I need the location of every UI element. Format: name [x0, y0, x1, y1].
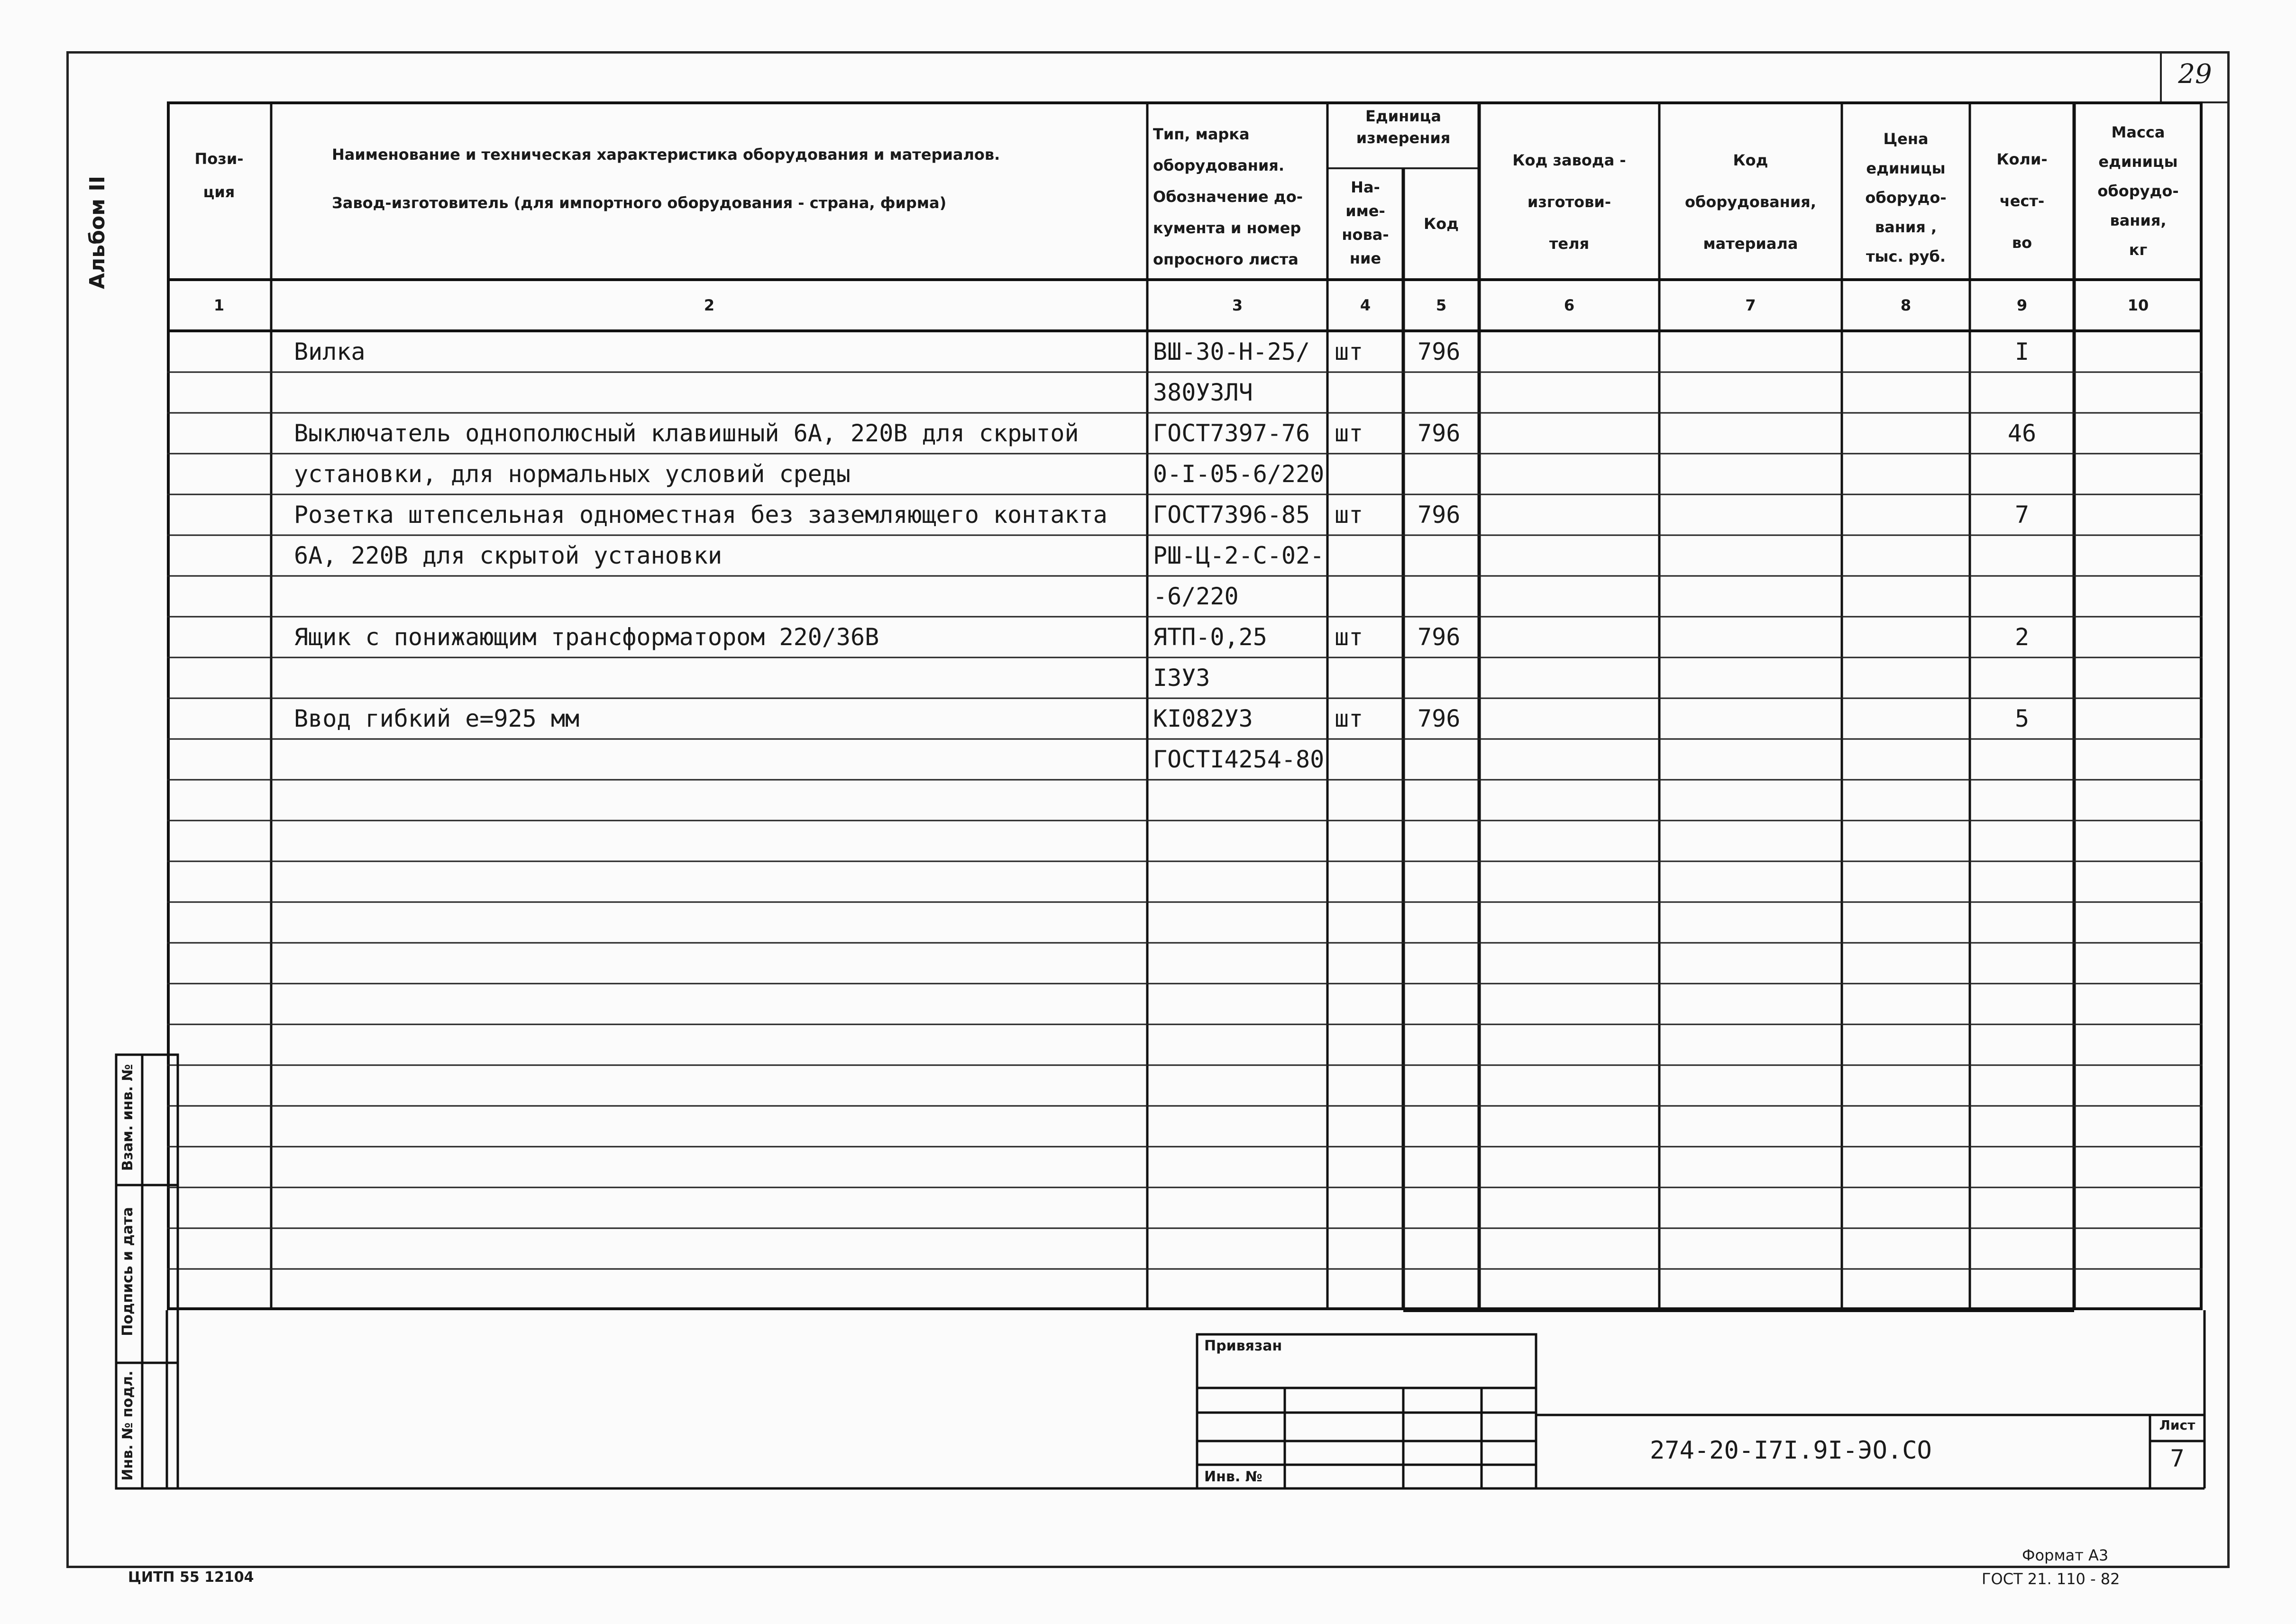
row-name: Выключатель однополюсный клавишный 6А, 220В для скрытой — [294, 420, 1079, 447]
row-type: 380УЗЛЧ — [1153, 379, 1253, 406]
row-unit: шт — [1335, 338, 1363, 365]
col-number-3: 3 — [1232, 296, 1243, 314]
row-unit: шт — [1335, 623, 1363, 651]
col-number-4: 4 — [1360, 296, 1371, 314]
row-name: Розетка штепсельная одноместная без заземляющего контакта — [294, 501, 1107, 529]
stamp-sheet-label: Лист — [2159, 1417, 2195, 1433]
row-code: 796 — [1418, 623, 1461, 651]
row-type: ГОСТI4254-80 — [1153, 746, 1325, 773]
row-type: ЯТП-0,25 — [1153, 623, 1267, 651]
row-type: IЗУЗ — [1153, 664, 1210, 692]
footer-gost: ГОСТ 21. 110 - 82 — [1982, 1570, 2120, 1588]
row-name: Вилка — [294, 338, 366, 365]
footer-format: Формат А3 — [2022, 1546, 2109, 1564]
row-type: ГОСТ7397-76 — [1153, 420, 1310, 447]
side-stamp-podpis-wrap — [119, 1185, 141, 1358]
side-stamp-podpis: Подпись и дата — [119, 1207, 136, 1336]
row-name: 6А, 220В для скрытой установки — [294, 542, 723, 569]
stamp-designation: 274-20-I7I.9I-ЭО.СО — [1650, 1436, 1932, 1465]
side-stamp-vzam-wrap — [119, 1055, 141, 1180]
header-equipment-code: Код оборудования, материала — [1685, 151, 1816, 253]
header-type: Тип, марка оборудования. Обозначение до- кумента и номер опросного листа — [1153, 125, 1303, 268]
row-name: Ввод гибкий е=925 мм — [294, 705, 580, 732]
row-type: 0-I-05-6/220 — [1153, 460, 1325, 488]
side-stamp-inv-podl: Инв. № подл. — [119, 1370, 136, 1481]
stamp-sheet-number: 7 — [2170, 1445, 2185, 1472]
header-plant-code: Код завода - изготови- теля — [1512, 151, 1626, 253]
row-name: установки, для нормальных условий среды — [294, 460, 851, 488]
col-number-5: 5 — [1436, 296, 1447, 314]
header-mass: Масса единицы оборудо- вания, кг — [2097, 123, 2179, 259]
col-number-8: 8 — [1900, 296, 1912, 314]
stamp-inv-no: Инв. № — [1204, 1469, 1262, 1485]
col-number-9: 9 — [2016, 296, 2028, 314]
col-number-6: 6 — [1564, 296, 1575, 314]
stamp-privyazan: Привязан — [1204, 1338, 1282, 1354]
album-label: Альбом II — [85, 175, 110, 289]
col-number-7: 7 — [1745, 296, 1756, 314]
row-code: 796 — [1418, 501, 1461, 529]
row-type: КI082УЗ — [1153, 705, 1253, 732]
top-sheet-number: 29 — [2178, 59, 2212, 90]
row-qty: 5 — [2014, 705, 2030, 732]
header-position: Пози- ция — [194, 150, 244, 201]
row-type: ГОСТ7396-85 — [1153, 501, 1310, 529]
header-price: Цена единицы оборудо- вания , тыс. руб. — [1865, 130, 1947, 265]
row-name: Ящик с понижающим трансформатором 220/36В — [294, 623, 879, 651]
header-quantity: Коли- чест- во — [1996, 150, 2048, 252]
footer-left: ЦИТП 55 12104 — [128, 1569, 254, 1586]
col-number-10: 10 — [2127, 296, 2149, 314]
row-type: РШ-Ц-2-С-02- — [1153, 542, 1325, 569]
header-name-line1: Наименование и техническая характеристика оборудования и материалов. — [332, 146, 1000, 164]
row-type: -6/220 — [1153, 583, 1239, 610]
row-qty: I — [2014, 338, 2030, 365]
row-unit: шт — [1335, 420, 1363, 447]
col-number-2: 2 — [704, 296, 715, 314]
row-unit: шт — [1335, 705, 1363, 732]
row-code: 796 — [1418, 338, 1461, 365]
row-code: 796 — [1418, 420, 1461, 447]
row-code: 796 — [1418, 705, 1461, 732]
side-stamp-vzam: Взам. инв. № — [119, 1064, 136, 1171]
row-qty: 46 — [2007, 420, 2037, 447]
header-name-line2: Завод-изготовитель (для импортного оборудования - страна, фирма) — [332, 194, 947, 212]
row-unit: шт — [1335, 501, 1363, 529]
row-qty: 2 — [2014, 623, 2030, 651]
side-stamp-inv-wrap — [119, 1365, 141, 1486]
header-unit: Единица измерения — [1356, 107, 1451, 147]
col-number-1: 1 — [213, 296, 225, 314]
row-type: ВШ-30-Н-25/ — [1153, 338, 1310, 365]
header-unit-code: Код — [1424, 215, 1459, 233]
header-unit-name: На- име- нова- ние — [1342, 178, 1389, 267]
row-qty: 7 — [2014, 501, 2030, 529]
